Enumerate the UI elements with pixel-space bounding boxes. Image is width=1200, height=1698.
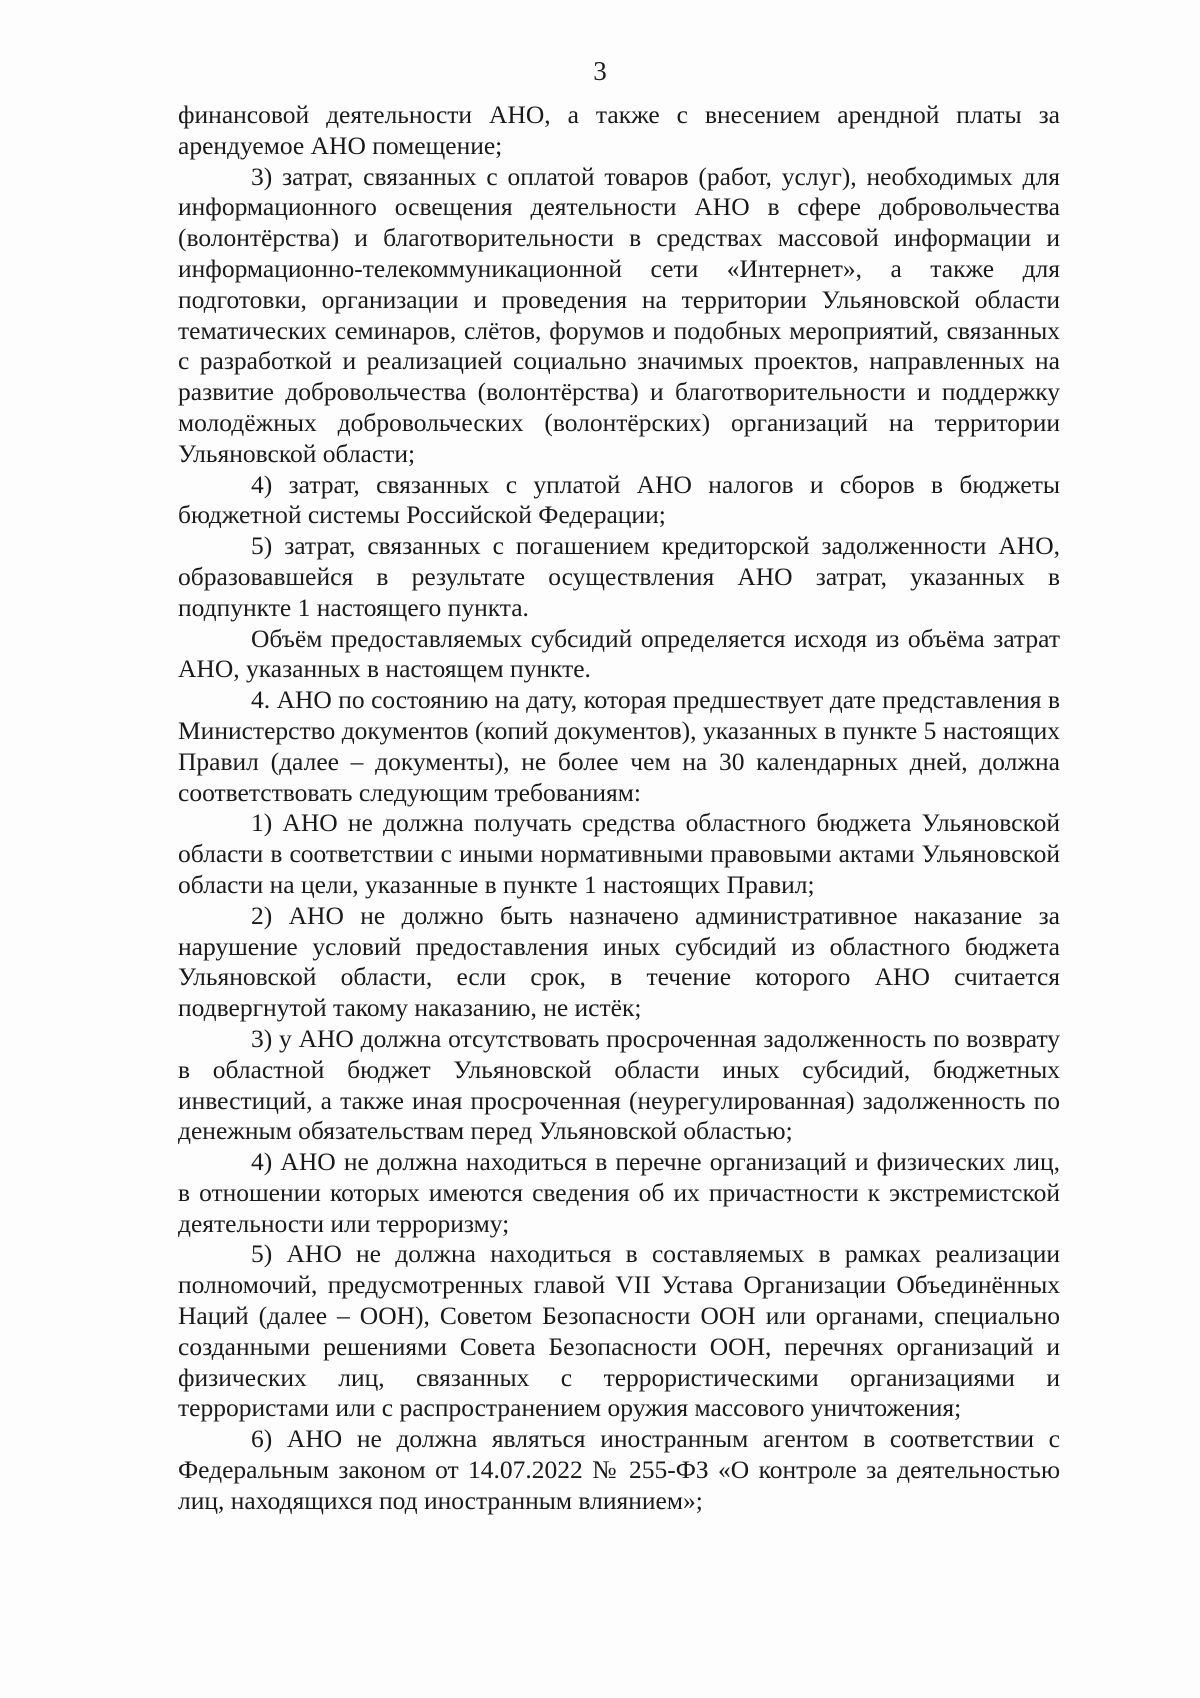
paragraph-section-4: 4. АНО по состоянию на дату, которая предшествует дате представления в Министерство документов (копий документов), указанных в пункте 5 настоящих Правил (далее – документы), не более чем на 30 календарных дней, должна соответствовать следующим требованиям: [178,685,1060,807]
paragraph-item-5: 5) затрат, связанных с погашением кредиторской задолженности АНО, образовавшейся в результате осуществления АНО затрат, указанных в подпункте 1 настоящего пункта. [178,531,1060,622]
paragraph-requirement-2: 2) АНО не должно быть назначено административное наказание за нарушение условий предоставления иных субсидий из областного бюджета Ульяновской области, если срок, в течение которого АНО считается подвергнутой такому наказанию, не истёк; [178,900,1060,1023]
document-body [178,100,1060,1517]
paragraph-requirement-1: 1) АНО не должна получать средства областного бюджета Ульяновской области в соответствии с иными нормативными правовыми актами Ульяновской области на цели, указанные в пункте 1 настоящих Правил; [178,808,1060,899]
page-number: 3 [593,56,607,86]
paragraph-requirement-6: 6) АНО не должна являться иностранным агентом в соответствии с Федеральным законом от 14.07.2022 № 255-ФЗ «О контроле за деятельностью лиц, находящихся под иностранным влиянием»; [178,1424,1060,1515]
paragraph-requirement-4: 4) АНО не должна находиться в перечне организаций и физических лиц, в отношении которых имеются сведения об их причастности к экстремистской деятельности или терроризму; [178,1147,1060,1238]
paragraph-item-4: 4) затрат, связанных с уплатой АНО налогов и сборов в бюджеты бюджетной системы Российской Федерации; [178,469,1060,530]
paragraph-subsidy-volume: Объём предоставляемых субсидий определяется исходя из объёма затрат АНО, указанных в настоящем пункте. [178,623,1060,684]
paragraph-requirement-5: 5) АНО не должна находиться в составляемых в рамках реализации полномочий, предусмотренных главой VII Устава Организации Объединённых Наций (далее – ООН), Советом Безопасности ООН или органами, специально созданными решениями Совета Безопасности ООН, перечнях организаций и физических лиц, связанных с террористическими организациями и террористами или с распространением оружия массового уничтожения; [178,1239,1060,1423]
paragraph-item-3: 3) затрат, связанных с оплатой товаров (работ, услуг), необходимых для информационного освещения деятельности АНО в сфере добровольчества (волонтёрства) и благотворительности в средствах массовой информации и информационно-телекоммуникационной сети «Интернет», а также для подготовки, организации и проведения на территории Ульяновской области тематических семинаров, слётов, форумов и подобных мероприятий, связанных с разработкой и реализацией социально значимых проектов, направленных на развитие добровольчества (волонтёрства) и благотворительности и поддержку молодёжных добровольческих (волонтёрских) организаций на территории Ульяновской области; [178,161,1060,468]
paragraph-requirement-3: 3) у АНО должна отсутствовать просроченная задолженность по возврату в областной бюджет Ульяновской области иных субсидий, бюджетных инвестиций, а также иная просроченная (неурегулированная) задолженность по денежным обязательствам перед Ульяновской областью; [178,1023,1060,1146]
paragraph-continuation: финансовой деятельности АНО, а также с внесением арендной платы за арендуемое АНО помещение; [178,100,1060,160]
